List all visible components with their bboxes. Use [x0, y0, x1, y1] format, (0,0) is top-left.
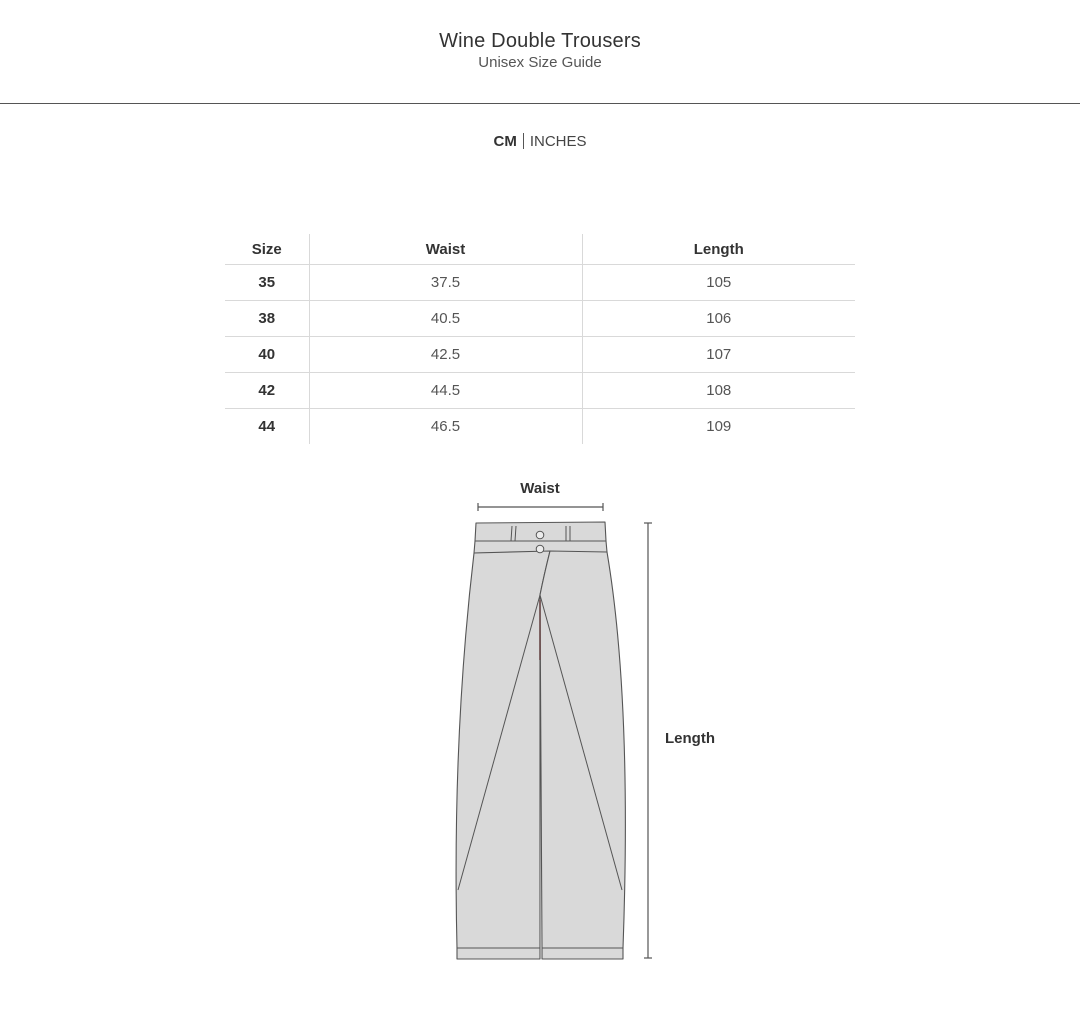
column-header-length: Length [582, 234, 855, 265]
column-header-waist: Waist [309, 234, 582, 265]
length-measure-line [644, 523, 652, 958]
unit-option-inches[interactable]: INCHES [529, 133, 587, 150]
waist-cell: 46.5 [309, 409, 582, 445]
length-cell: 105 [582, 265, 855, 301]
unit-separator [523, 133, 524, 149]
page-subtitle: Unisex Size Guide [478, 54, 602, 71]
table-row [225, 373, 855, 409]
page-header [0, 0, 1080, 104]
length-cell: 106 [582, 301, 855, 337]
unit-toggle [0, 133, 1080, 150]
table-row [225, 337, 855, 373]
waist-measure-line [478, 503, 603, 511]
size-cell: 38 [225, 301, 309, 337]
table-row [225, 409, 855, 445]
trousers-details [458, 526, 622, 890]
size-cell: 42 [225, 373, 309, 409]
size-table [225, 234, 855, 444]
right-leg [540, 551, 625, 948]
table-row [225, 265, 855, 301]
left-hem [457, 948, 540, 959]
button-icons [536, 531, 544, 553]
waist-label: Waist [520, 480, 560, 497]
left-leg [456, 551, 550, 948]
size-cell: 35 [225, 265, 309, 301]
button-top-icon [536, 531, 544, 539]
waist-cell: 40.5 [309, 301, 582, 337]
length-cell: 107 [582, 337, 855, 373]
button-bottom-icon [536, 545, 544, 553]
column-header-size: Size [251, 240, 282, 258]
waistband-lower [474, 541, 607, 553]
size-cell: 40 [225, 337, 309, 373]
trousers-illustration [456, 522, 625, 959]
waist-cell: 44.5 [309, 373, 582, 409]
length-cell: 109 [582, 409, 855, 445]
header-divider [0, 103, 1080, 104]
unit-option-cm[interactable]: CM [493, 133, 517, 150]
waist-cell: 37.5 [309, 265, 582, 301]
length-cell: 108 [582, 373, 855, 409]
waistband [475, 522, 606, 541]
right-hem [542, 948, 623, 959]
page-title: Wine Double Trousers [439, 30, 641, 52]
table-row [225, 301, 855, 337]
waist-cell: 42.5 [309, 337, 582, 373]
length-label: Length [665, 730, 715, 747]
size-cell: 44 [225, 409, 309, 445]
table-header-row [225, 234, 855, 265]
